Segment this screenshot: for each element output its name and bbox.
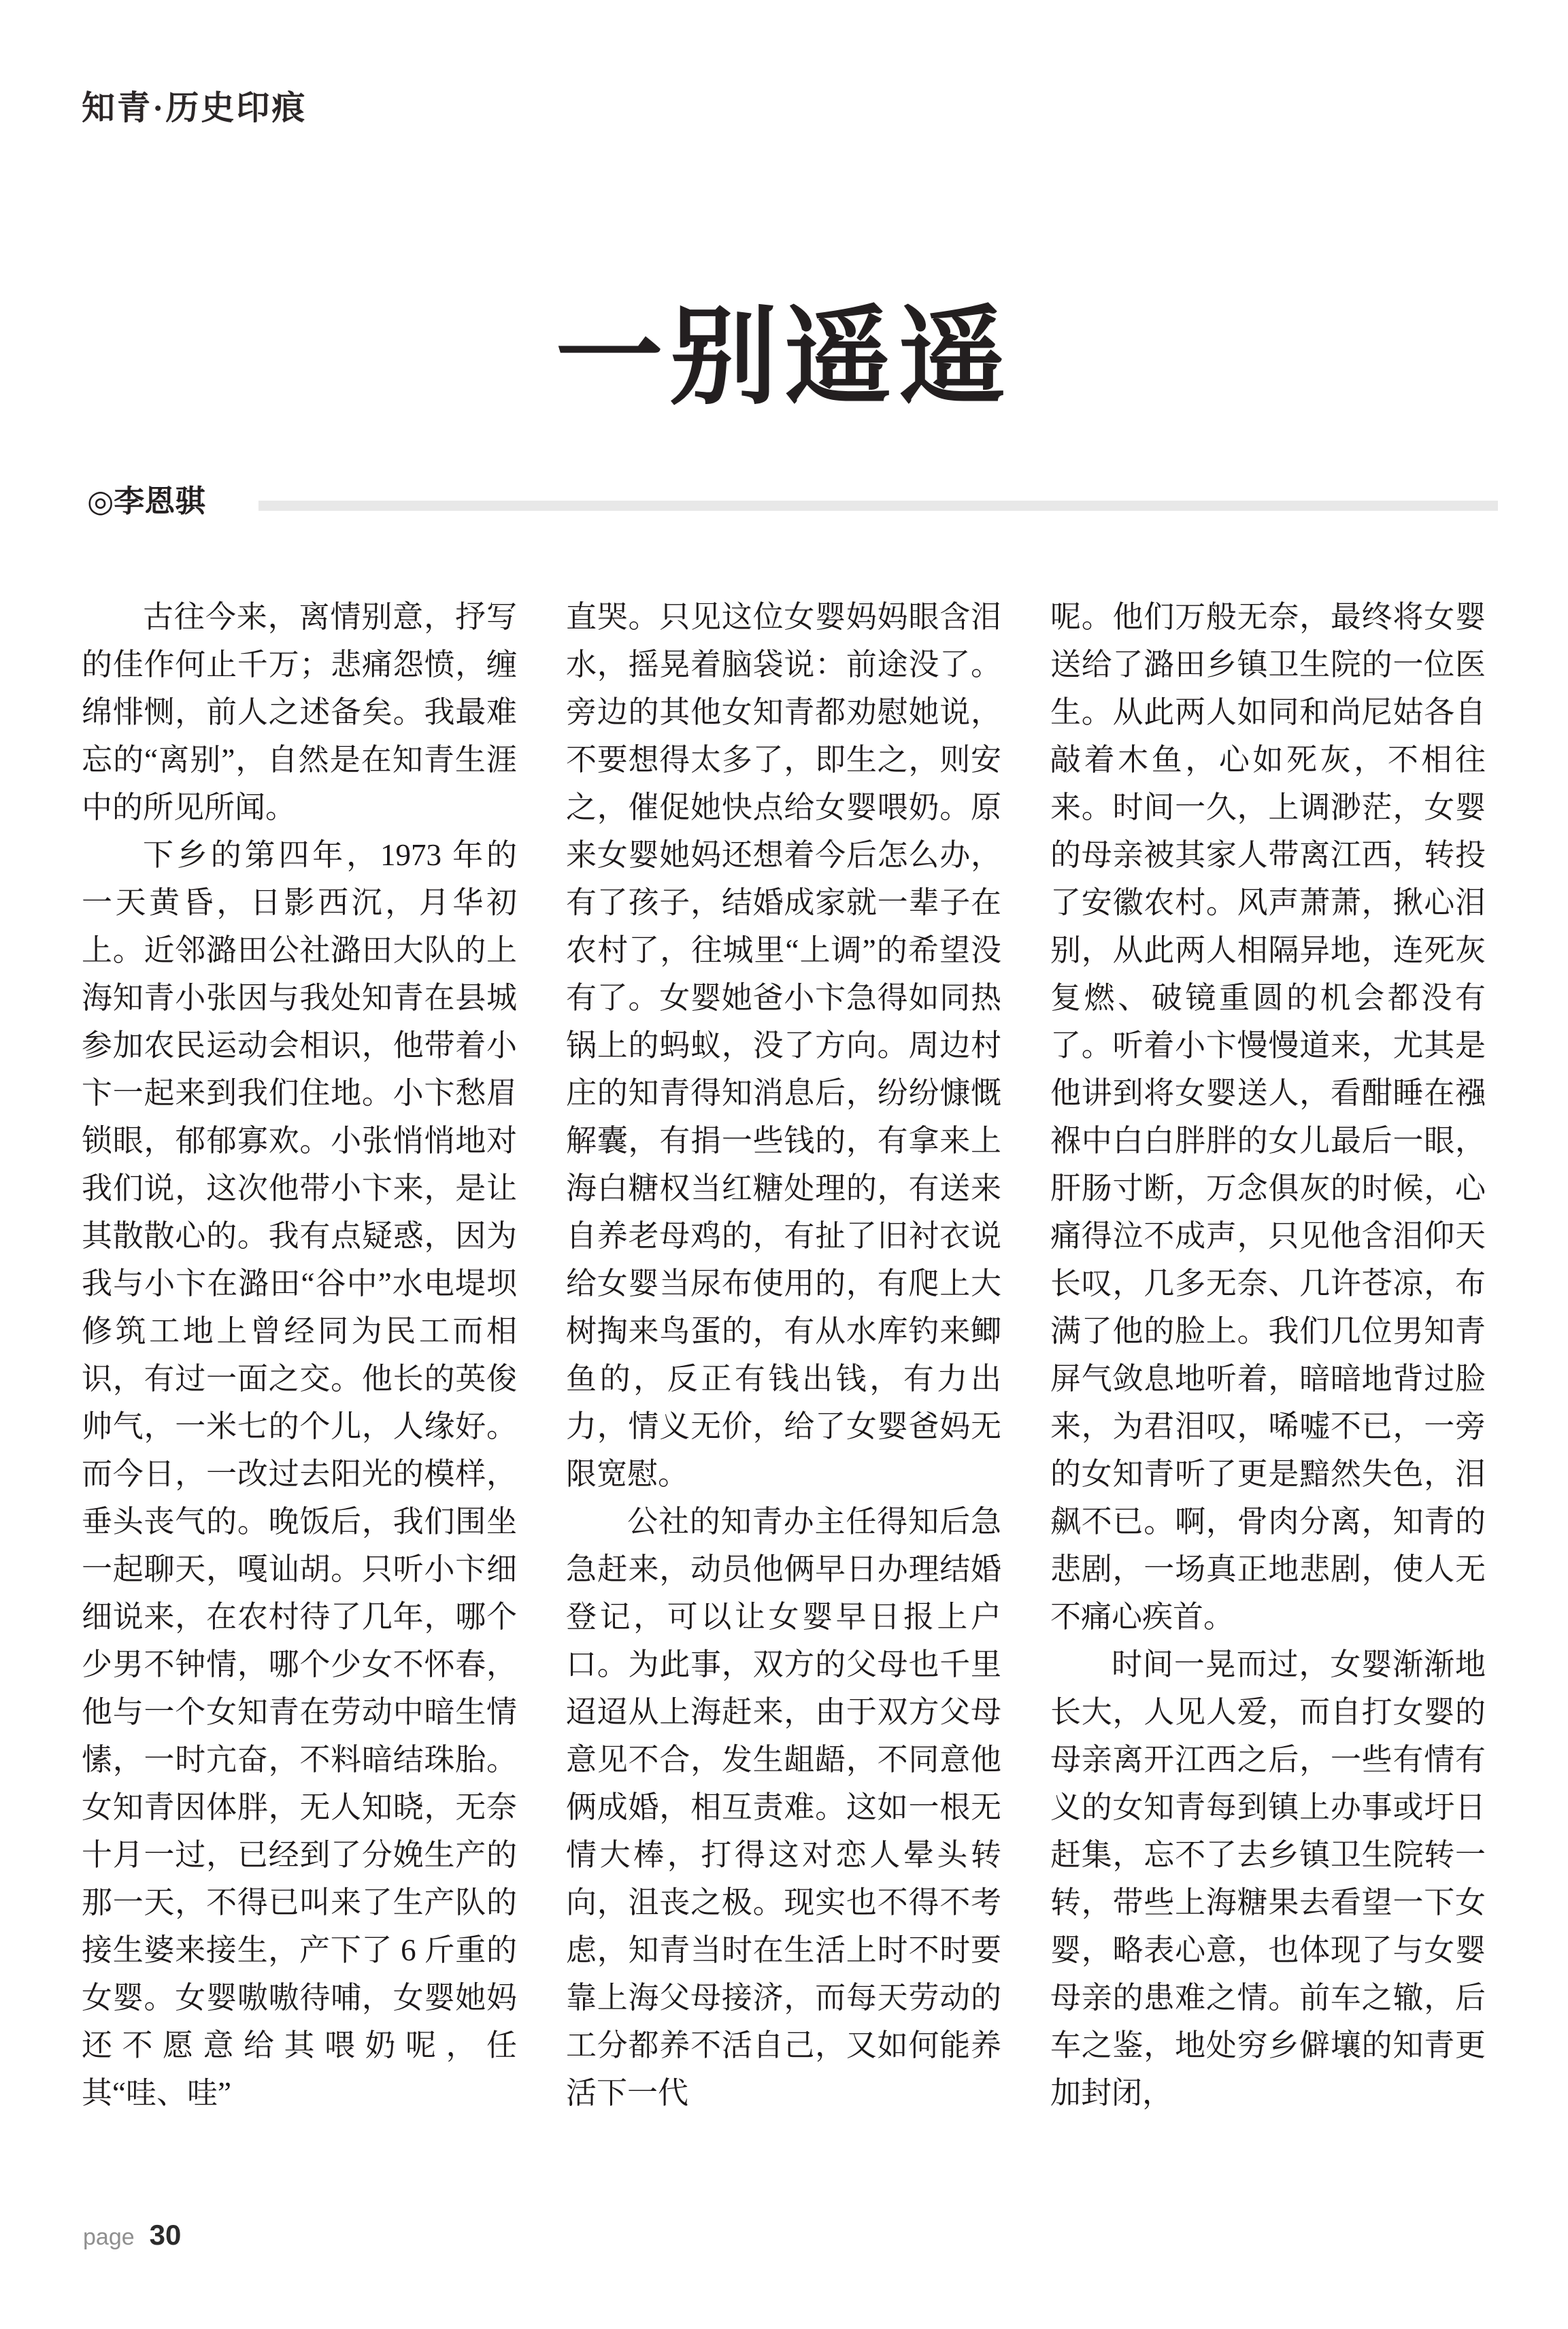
text-column-3 — [1050, 593, 1486, 2117]
text-column-2 — [566, 593, 1001, 2117]
paragraph: 时间一晃而过，女婴渐渐地长大，人见人爱，而自打女婴的母亲离开江西之后，一些有情有义的女知青每到镇上办事或圩日赶集，忘不了去乡镇卫生院转一转，带些上海糖果去看望一下女婴，略表心意，也体现了与女婴母亲的患难之情。前车之辙，后车之鉴，地处穷乡僻壤的知青更加封闭， — [1050, 1647, 1486, 2110]
author-name: ◎李恩骐 — [87, 484, 206, 518]
section-header: 知青·历史印痕 — [82, 89, 307, 127]
text-column-1 — [82, 593, 517, 2117]
author-divider-bar — [258, 501, 1498, 511]
paragraph: 古往今来，离情别意，抒写的佳作何止千万；悲痛怨愤，缠绵悱恻，前人之述备矣。我最难忘的“离别”，自然是在知青生涯中的所见所闻。 — [82, 600, 517, 824]
page-number: 30 — [149, 2219, 182, 2251]
paragraph: 直哭。只见这位女婴妈妈眼含泪水，摇晃着脑袋说：前途没了。旁边的其他女知青都劝慰她说，不要想得太多了，即生之，则安之，催促她快点给女婴喂奶。原来女婴她妈还想着今后怎么办，有了孩子，结婚成家就一辈子在农村了，往城里“上调”的希望没有了。女婴她爸小卞急得如同热锅上的蚂蚁，没了方向。周边村庄的知青得知消息后，纷纷慷慨解囊，有捐一些钱的，有拿来上海白糖权当红糖处理的，有送来自养老母鸡的，有扯了旧衬衣说给女婴当尿布使用的，有爬上大树掏来鸟蛋的，有从水库钓来鲫鱼的，反正有钱出钱，有力出力，情义无价，给了女婴爸妈无限宽慰。 — [566, 600, 1001, 1491]
page-footer — [83, 2219, 181, 2251]
paragraph: 公社的知青办主任得知后急急赶来，动员他俩早日办理结婚登记，可以让女婴早日报上户口。为此事，双方的父母也千里迢迢从上海赶来，由于双方父母意见不合，发生龃龉，不同意他俩成婚，相互责难。这如一根无情大棒，打得这对恋人晕头转向，沮丧之极。现实也不得不考虑，知青当时在生活上时不时要靠上海父母接济，而每天劳动的工分都养不活自己，又如何能养活下一代 — [566, 1505, 1001, 2110]
paragraph: 呢。他们万般无奈，最终将女婴送给了潞田乡镇卫生院的一位医生。从此两人如同和尚尼姑各自敲着木鱼，心如死灰，不相往来。时间一久，上调渺茫，女婴的母亲被其家人带离江西，转投了安徽农村。风声萧萧，揪心泪别，从此两人相隔异地，连死灰复燃、破镜重圆的机会都没有了。听着小卞慢慢道来，尤其是他讲到将女婴送人，看酣睡在襁褓中白白胖胖的女儿最后一眼，肝肠寸断，万念俱灰的时候，心痛得泣不成声，只见他含泪仰天长叹，几多无奈、几许苍凉，布满了他的脸上。我们几位男知青屏气敛息地听着，暗暗地背过脸来，为君泪叹，唏嘘不已，一旁的女知青听了更是黯然失色，泪飙不已。啊，骨肉分离，知青的悲剧，一场真正地悲剧，使人无不痛心疾首。 — [1050, 600, 1486, 1634]
author-row — [87, 476, 1498, 524]
page-label: page — [83, 2224, 135, 2250]
paragraph: 下乡的第四年，1973 年的一天黄昏，日影西沉，月华初上。近邻潞田公社潞田大队的上海知青小张因与我处知青在县城参加农民运动会相识，他带着小卞一起来到我们住地。小卞愁眉锁眼，郁郁寡欢。小张悄悄地对我们说，这次他带小卞来，是让其散散心的。我有点疑惑，因为我与小卞在潞田“谷中”水电堤坝修筑工地上曾经同为民工而相识，有过一面之交。他长的英俊帅气，一米七的个儿，人缘好。而今日，一改过去阳光的模样，垂头丧气的。晚饭后，我们围坐一起聊天，嘎讪胡。只听小卞细细说来，在农村待了几年，哪个少男不钟情，哪个少女不怀春，他与一个女知青在劳动中暗生情愫，一时亢奋，不料暗结珠胎。女知青因体胖，无人知晓，无奈十月一过，已经到了分娩生产的那一天，不得已叫来了生产队的接生婆来接生，产下了 6 斤重的女婴。女婴嗷嗷待哺，女婴她妈还不愿意给其喂奶呢，任其“哇、哇” — [82, 838, 517, 2110]
article-title: 一别遥遥 — [555, 299, 1013, 418]
article-body — [82, 593, 1486, 2117]
